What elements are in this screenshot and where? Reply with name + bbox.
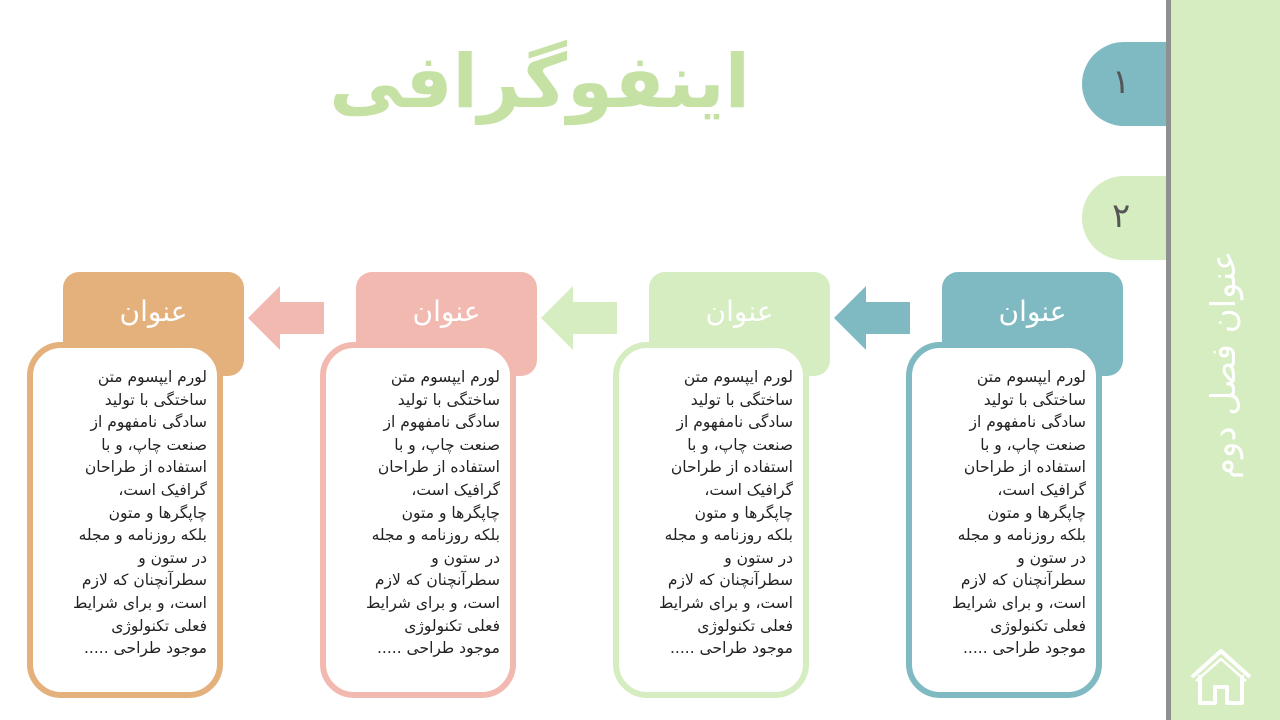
chapter-tab-1-label: ۱: [1112, 62, 1131, 102]
chapter-tab-2[interactable]: [1082, 176, 1172, 260]
arrow-left-icon: [541, 286, 617, 350]
card-2-text: لورم ایپسوم متن ساختگی با تولید سادگی نامفهوم از صنعت چاپ، و با استفاده از طراحان گرافیک است، چاپگرها و متون بلکه روزنامه و مجله در ستون و سطرآنچنان که لازم است، و برای شرایط فعلی تکنولوژی موجود طراحی .....: [659, 368, 793, 658]
card-3-text: لورم ایپسوم متن ساختگی با تولید سادگی نامفهوم از صنعت چاپ، و با استفاده از طراحان گرافیک است، چاپگرها و متون بلکه روزنامه و مجله در ستون و سطرآنچنان که لازم است، و برای شرایط فعلی تکنولوژی موجود طراحی .....: [366, 368, 500, 658]
chapter-tab-1[interactable]: [1082, 42, 1172, 126]
page-title: اینفوگرافی: [329, 39, 750, 125]
home-button[interactable]: [1188, 645, 1254, 707]
sidebar-chapter-title: عنوان فصل دوم: [1204, 250, 1244, 480]
card-4-heading: عنوان: [119, 295, 188, 328]
card-3-heading: عنوان: [412, 295, 481, 328]
card-4-text: لورم ایپسوم متن ساختگی با تولید سادگی نامفهوم از صنعت چاپ، و با استفاده از طراحان گرافیک است، چاپگرها و متون بلکه روزنامه و مجله در ستون و سطرآنچنان که لازم است، و برای شرایط فعلی تکنولوژی موجود طراحی .....: [73, 368, 207, 658]
card-1-heading: عنوان: [998, 295, 1067, 328]
home-icon: [1188, 645, 1254, 707]
arrow-left-icon: [834, 286, 910, 350]
card-2-heading: عنوان: [705, 295, 774, 328]
arrow-left-icon: [248, 286, 324, 350]
card-1-text: لورم ایپسوم متن ساختگی با تولید سادگی نامفهوم از صنعت چاپ، و با استفاده از طراحان گرافیک است، چاپگرها و متون بلکه روزنامه و مجله در ستون و سطرآنچنان که لازم است، و برای شرایط فعلی تکنولوژی موجود طراحی .....: [952, 368, 1086, 658]
chapter-tab-2-label: ۲: [1112, 196, 1131, 236]
